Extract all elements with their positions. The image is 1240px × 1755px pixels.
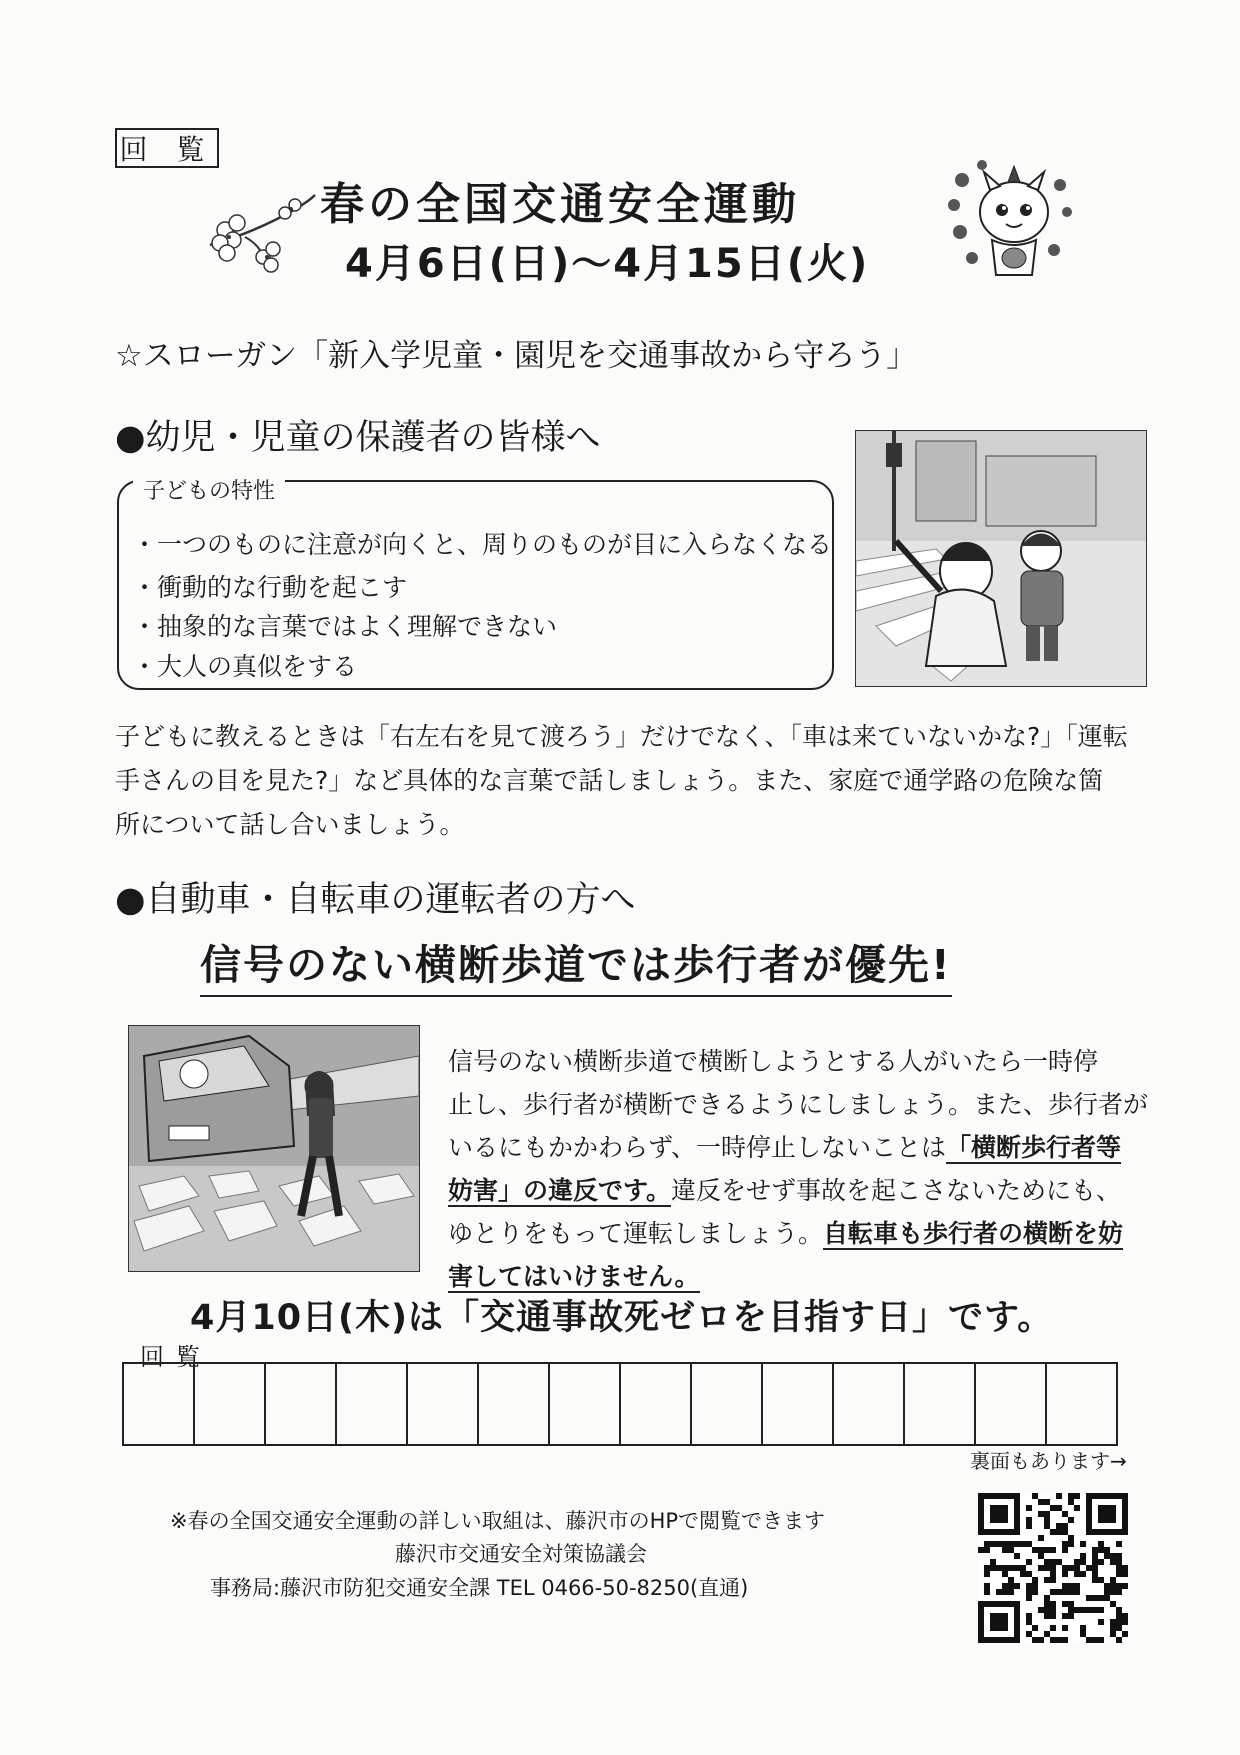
trait-item: ・衝動的な行動を起こす xyxy=(132,573,408,602)
section-heading-drivers: ●自動車・自転車の運転者の方へ xyxy=(115,880,636,920)
footer-contact: 事務局:藤沢市防犯交通安全課 TEL 0466-50-8250(直通) xyxy=(210,1576,749,1600)
kairan-cell xyxy=(408,1364,479,1444)
driver-text: ゆとりをもって運転しましょう。 xyxy=(448,1219,824,1248)
driver-line xyxy=(448,1169,1148,1212)
footer-organization: 藤沢市交通安全対策協議会 xyxy=(395,1542,647,1566)
footer-hp-note: ※春の全国交通安全運動の詳しい取組は、藤沢市のHPで閲覧できます xyxy=(170,1509,826,1533)
paragraph-line: 子どもに教えるときは「右左右を見て渡ろう」だけでなく、「車は来ていないかな?」「運転 xyxy=(115,722,1128,751)
driver-paragraph xyxy=(448,1040,1148,1298)
kairan-stamp-grid xyxy=(122,1362,1118,1446)
kairan-label: 回覧 xyxy=(140,1343,212,1371)
kairan-cell xyxy=(337,1364,408,1444)
kairan-cell xyxy=(976,1364,1047,1444)
car-stopping-crosswalk-illustration xyxy=(128,1025,420,1272)
kairan-cell xyxy=(195,1364,266,1444)
driver-line: 止し、歩行者が横断できるようにしましょう。また、歩行者が xyxy=(448,1090,1149,1119)
violation-emphasis: 妨害」の違反です。 xyxy=(448,1176,672,1205)
kairan-cell xyxy=(692,1364,763,1444)
kairan-cell xyxy=(1047,1364,1118,1444)
trait-item: ・大人の真似をする xyxy=(132,652,358,681)
driver-line: 信号のない横断歩道で横断しようとする人がいたら一時停 xyxy=(448,1047,1099,1076)
kairan-cell xyxy=(905,1364,976,1444)
driver-line xyxy=(448,1126,1148,1169)
kairan-cell xyxy=(834,1364,905,1444)
kairan-cell xyxy=(621,1364,692,1444)
trait-item: ・一つのものに注意が向くと、周りのものが目に入らなくなる xyxy=(132,530,833,559)
qr-code[interactable] xyxy=(978,1493,1128,1643)
kairan-cell xyxy=(479,1364,550,1444)
kairan-tag: 回 覧 xyxy=(115,128,219,168)
bicycle-emphasis: 自転車も歩行者の横断を妨 xyxy=(823,1219,1124,1248)
trait-item: ・抽象的な言葉ではよく理解できない xyxy=(132,612,558,641)
slogan: ☆スローガン「新入学児童・園児を交通事故から守ろう」 xyxy=(115,338,918,374)
paragraph-line: 所について話し合いましょう。 xyxy=(115,810,465,839)
driver-text: いるにもかかわらず、一時停止しないことは xyxy=(448,1133,947,1162)
section-heading-guardians: ●幼児・児童の保護者の皆様へ xyxy=(115,418,601,458)
kairan-cell xyxy=(124,1364,195,1444)
campaign-dates: 4月6日(日)～4月15日(火) xyxy=(345,241,870,287)
zero-fatality-day-notice: 4月10日(木)は「交通事故死ゼロを目指す日」です。 xyxy=(190,1298,1054,1338)
kairan-cell xyxy=(266,1364,337,1444)
parent-child-crosswalk-illustration xyxy=(855,430,1147,687)
violation-emphasis: 「横断歩行者等 xyxy=(946,1133,1122,1162)
pedestrian-priority-heading: 信号のない横断歩道では歩行者が優先! xyxy=(200,932,952,997)
bicycle-emphasis: 害してはいけません。 xyxy=(448,1262,700,1291)
child-traits-title: 子どもの特性 xyxy=(133,474,285,505)
driver-line xyxy=(448,1212,1148,1255)
page-title: 春の全国交通安全運動 xyxy=(320,179,800,230)
driver-text: 違反をせず事故を起こさないためにも、 xyxy=(671,1176,1122,1205)
kairan-cell xyxy=(763,1364,834,1444)
kairan-cell xyxy=(550,1364,621,1444)
paragraph-line: 手さんの目を見た?」など具体的な言葉で話しましょう。また、家庭で通学路の危険な箇 xyxy=(115,766,1104,795)
cherry-blossom-illustration xyxy=(205,185,320,275)
mascot-illustration xyxy=(942,150,1077,285)
back-side-note: 裏面もあります→ xyxy=(970,1449,1127,1473)
guardian-paragraph xyxy=(115,715,1128,847)
